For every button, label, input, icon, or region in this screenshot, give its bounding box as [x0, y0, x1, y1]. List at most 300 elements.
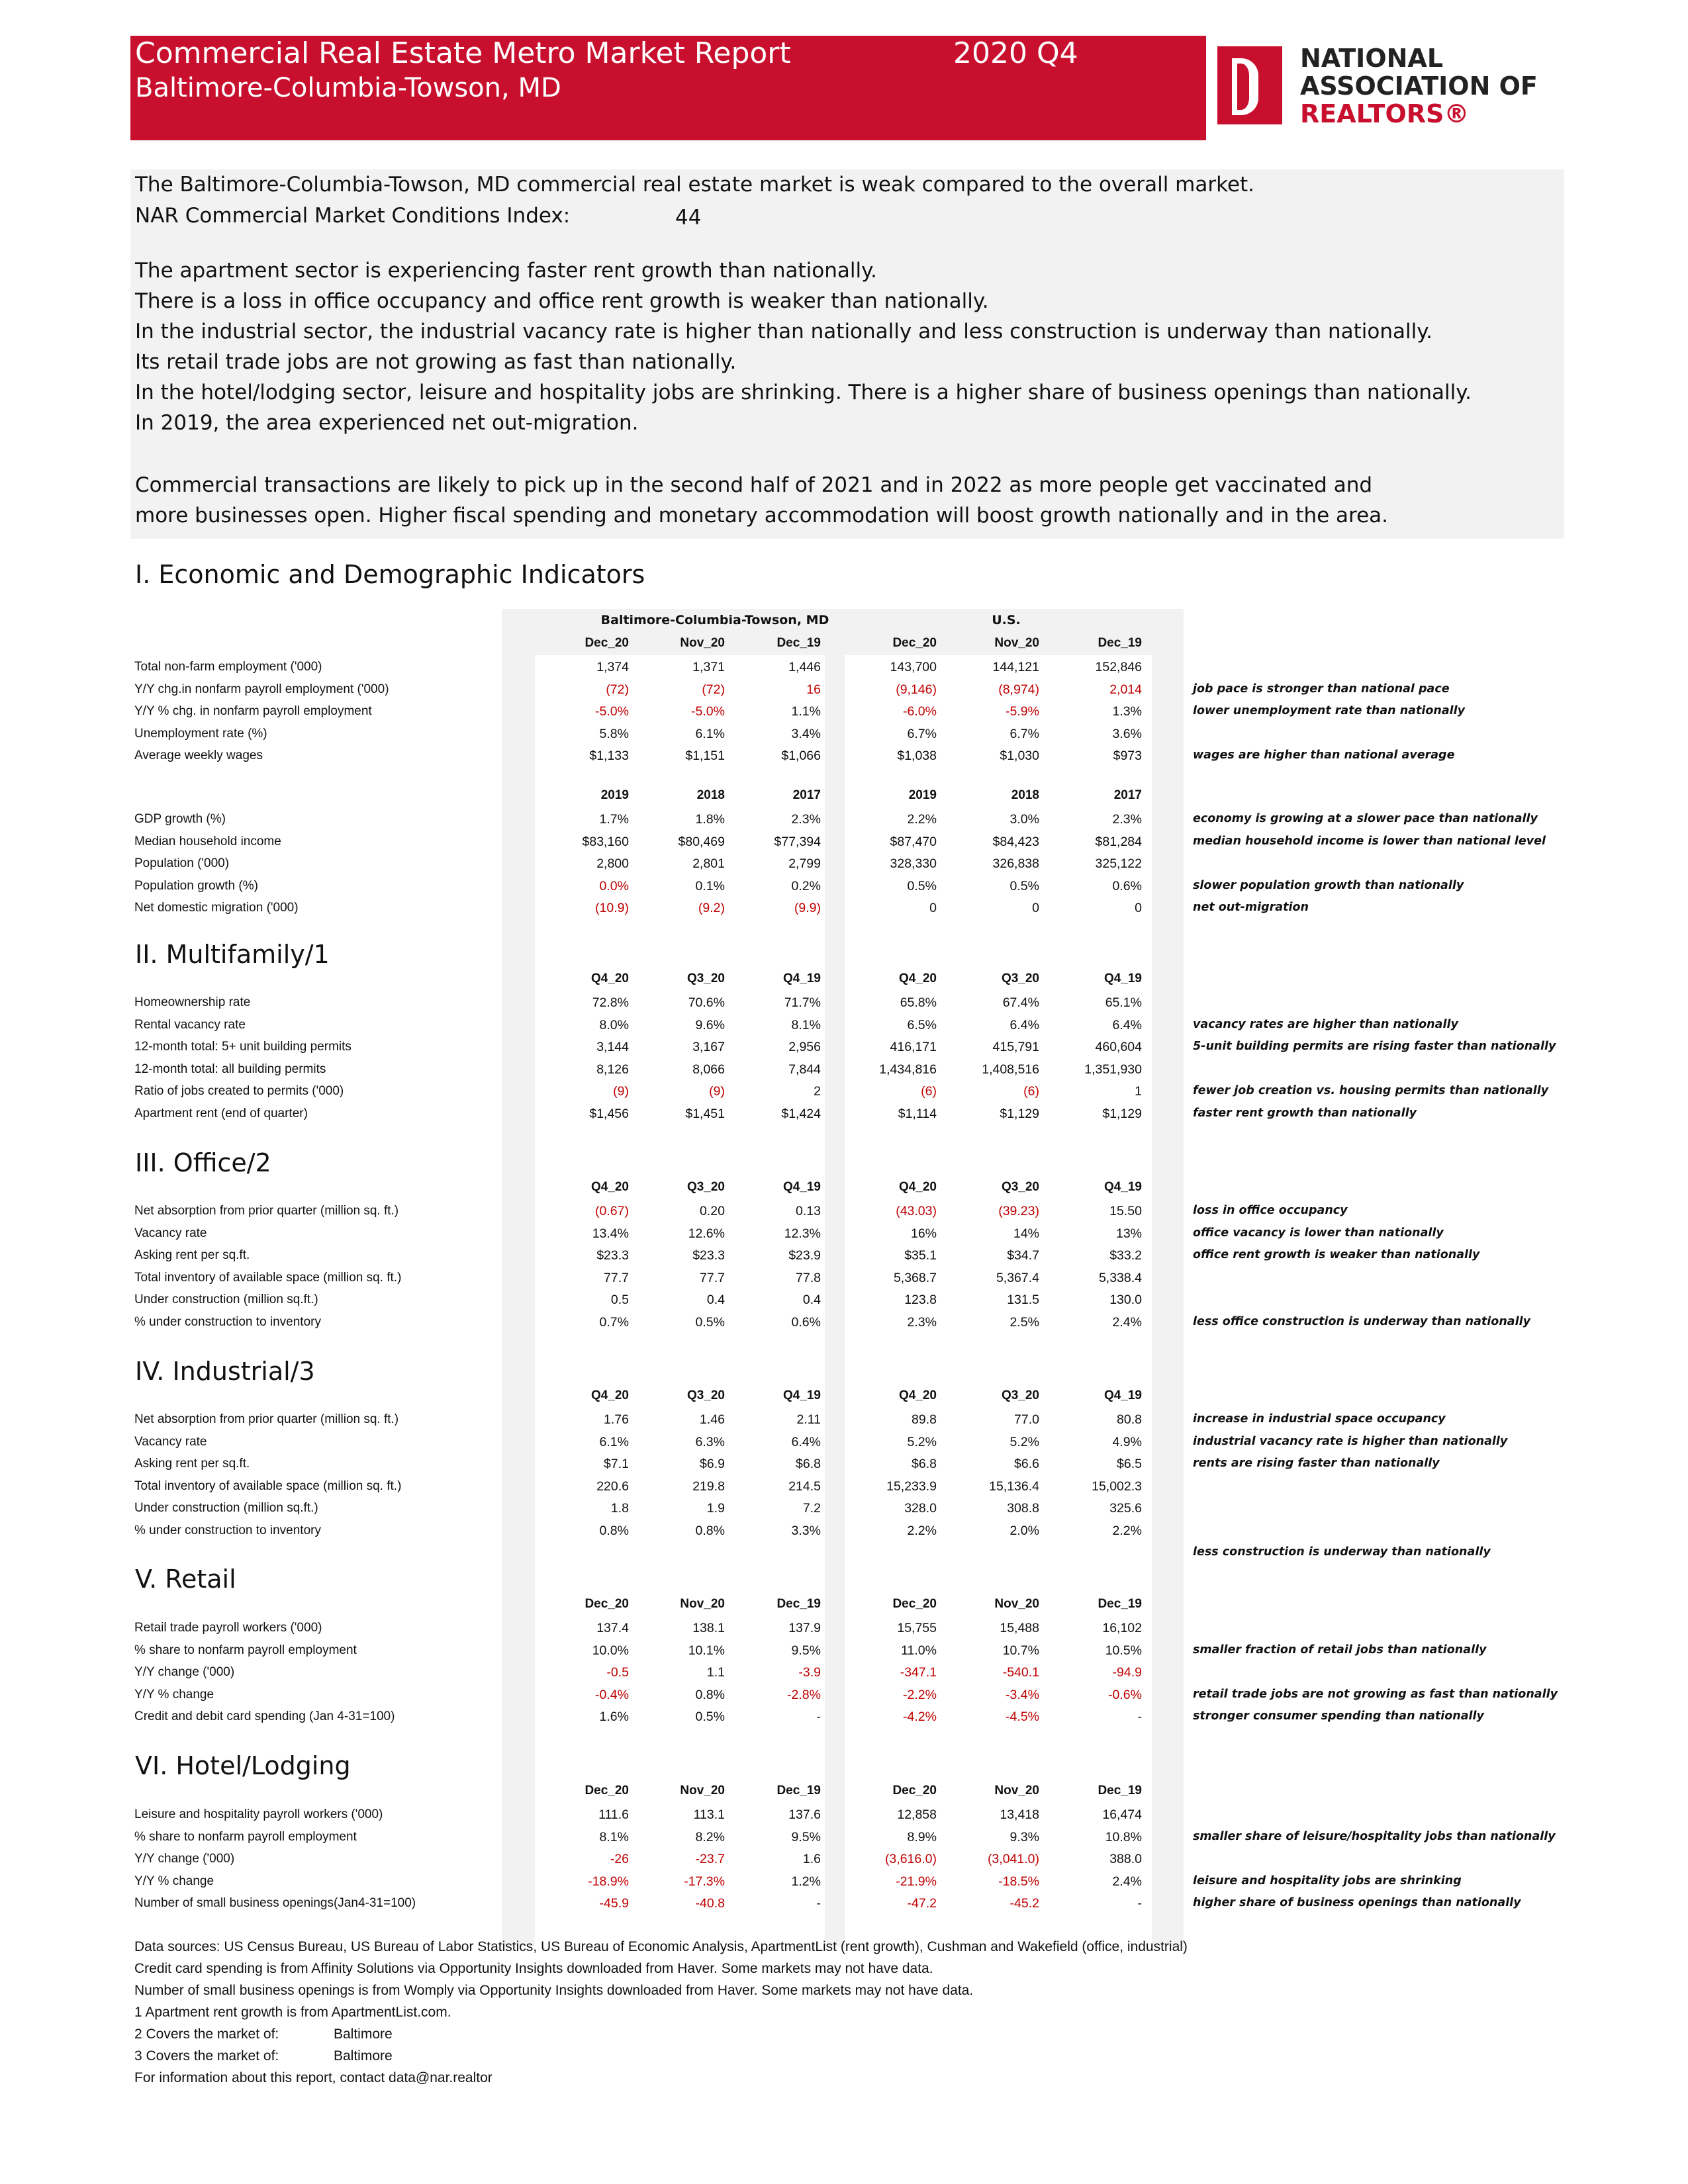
row-label: Y/Y % change	[134, 1687, 214, 1702]
table-cell: 71.7%	[784, 995, 821, 1010]
table-cell: 2.3%	[1112, 812, 1142, 827]
footer-note: 1 Apartment rent growth is from ApartmentList.com.	[134, 2005, 451, 2020]
column-header: Nov_20	[994, 1784, 1039, 1797]
table-cell: 9.5%	[791, 1829, 821, 1844]
table-cell: 2,800	[596, 856, 629, 871]
summary-line: The Baltimore-Columbia-Towson, MD commercial real estate market is weak compared to the overall market.	[135, 173, 1255, 197]
table-cell: $1,133	[589, 749, 629, 763]
table-cell: 6.1%	[599, 1434, 629, 1449]
column-header: Nov_20	[994, 636, 1039, 650]
table-cell: 0.5%	[695, 1314, 725, 1330]
row-label: Y/Y % chg. in nonfarm payroll employment	[134, 704, 372, 718]
table-cell: 9.3%	[1009, 1829, 1039, 1844]
row-label: % share to nonfarm payroll employment	[134, 1643, 357, 1657]
table-cell: $1,151	[685, 749, 725, 763]
table-cell: 1.8	[610, 1501, 629, 1516]
table-cell: -0.6%	[1108, 1687, 1142, 1702]
table-cell: -45.9	[599, 1896, 629, 1911]
footer-contact: For information about this report, contact data@nar.realtor	[134, 2070, 492, 2085]
row-label: Net domestic migration ('000)	[134, 901, 299, 915]
table-cell: (9,146)	[896, 682, 937, 697]
row-annotation: smaller share of leisure/hospitality jobs than nationally	[1193, 1829, 1556, 1843]
table-cell: 1,434,816	[879, 1062, 937, 1077]
table-cell: $87,470	[890, 834, 937, 849]
column-header: Dec_19	[1098, 1784, 1142, 1797]
table-cell: 16	[806, 682, 821, 697]
table-cell: -18.9%	[588, 1874, 629, 1889]
table-cell: 0.0%	[599, 878, 629, 893]
table-cell: 0.2%	[791, 878, 821, 893]
table-cell: 8.9%	[907, 1829, 937, 1844]
table-cell: 11.0%	[901, 1643, 937, 1658]
table-cell: $1,129	[1000, 1106, 1039, 1121]
table-cell: 1.1	[706, 1665, 725, 1680]
column-header: 2019	[908, 788, 937, 802]
row-label: Credit and debit card spending (Jan 4-31=100)	[134, 1709, 395, 1723]
table-cell: -17.3%	[684, 1874, 725, 1889]
table-cell: 0.8%	[695, 1523, 725, 1538]
section-title: II. Multifamily/1	[135, 940, 330, 969]
table-cell: 152,846	[1095, 660, 1142, 674]
table-cell: 15.50	[1109, 1204, 1142, 1218]
table-cell: $77,394	[774, 834, 821, 849]
footer-note-value: Baltimore	[334, 2026, 393, 2042]
table-cell: 77.8	[796, 1270, 821, 1285]
footer-sources: Data sources: US Census Bureau, US Bureau of Labor Statistics, US Bureau of Economic Analysis, ApartmentList (rent growth), Cushman and Wakefield (office, industrial)	[134, 1939, 1188, 1954]
row-label: Ratio of jobs created to permits ('000)	[134, 1084, 344, 1098]
row-label: Unemployment rate (%)	[134, 726, 267, 741]
table-cell: 6.4%	[791, 1434, 821, 1449]
table-cell: 214.5	[788, 1479, 821, 1494]
metro-name: Baltimore-Columbia-Towson, MD	[135, 73, 561, 103]
table-cell: (9)	[709, 1084, 725, 1099]
row-label: Y/Y change ('000)	[134, 1665, 235, 1679]
table-cell: 80.8	[1117, 1412, 1142, 1427]
column-header: Q4_19	[1103, 1180, 1142, 1194]
table-cell: -4.5%	[1006, 1709, 1039, 1724]
row-label: Retail trade payroll workers ('000)	[134, 1621, 322, 1635]
table-cell: 1.9	[706, 1501, 725, 1516]
table-cell: 1.6%	[599, 1709, 629, 1724]
column-header: Dec_20	[585, 636, 629, 650]
table-cell: -0.5	[606, 1665, 629, 1680]
row-label: Asking rent per sq.ft.	[134, 1457, 250, 1471]
table-cell: 3,144	[596, 1040, 629, 1054]
table-cell: 10.8%	[1105, 1829, 1142, 1844]
table-cell: 9.5%	[791, 1643, 821, 1658]
table-cell: 6.5%	[907, 1017, 937, 1032]
column-header: Q3_20	[686, 1388, 725, 1402]
table-cell: 2.3%	[791, 812, 821, 827]
table-cell: 10.7%	[1002, 1643, 1039, 1658]
section-title: I. Economic and Demographic Indicators	[135, 560, 645, 589]
table-cell: 1.46	[700, 1412, 725, 1427]
table-cell: 2.11	[796, 1412, 821, 1427]
table-cell: $35.1	[904, 1248, 937, 1263]
table-cell: 89.8	[912, 1412, 937, 1427]
table-cell: 0.1%	[695, 878, 725, 893]
table-cell: (43.03)	[896, 1204, 937, 1218]
column-header: Nov_20	[680, 636, 725, 650]
table-cell: 8.0%	[599, 1017, 629, 1032]
row-annotation: economy is growing at a slower pace than nationally	[1193, 812, 1538, 825]
column-header: 2019	[600, 788, 629, 802]
table-cell: 0.5%	[907, 878, 937, 893]
table-cell: -26	[610, 1852, 629, 1866]
column-header: Nov_20	[680, 1784, 725, 1797]
row-label: Under construction (million sq.ft.)	[134, 1501, 318, 1515]
logo-line-3: REALTORS®	[1300, 99, 1470, 128]
column-header: 2018	[1011, 788, 1039, 802]
table-cell: 15,488	[1000, 1621, 1039, 1635]
table-cell: -	[816, 1709, 821, 1724]
row-label: Homeownership rate	[134, 995, 251, 1009]
row-annotation: office vacancy is lower than nationally	[1193, 1226, 1444, 1240]
table-cell: 1,371	[692, 660, 725, 674]
table-cell: 8.1%	[599, 1829, 629, 1844]
table-cell: 2,801	[692, 856, 725, 871]
row-label: Total inventory of available space (million sq. ft.)	[134, 1479, 402, 1493]
summary-line: In 2019, the area experienced net out-migration.	[135, 411, 639, 435]
row-annotation: higher share of business openings than nationally	[1193, 1896, 1521, 1909]
column-header: Q4_19	[1103, 1388, 1142, 1402]
table-cell: 123.8	[904, 1293, 937, 1307]
table-cell: 308.8	[1007, 1501, 1039, 1516]
table-cell: 5.2%	[907, 1434, 937, 1449]
row-label: Population ('000)	[134, 856, 230, 870]
table-cell: -94.9	[1112, 1665, 1142, 1680]
table-shade-right	[1152, 609, 1184, 1946]
table-cell: 113.1	[693, 1807, 725, 1822]
row-annotation: slower population growth than nationally	[1193, 878, 1464, 892]
row-label: Y/Y chg.in nonfarm payroll employment ('000)	[134, 682, 389, 696]
table-cell: 416,171	[890, 1040, 937, 1054]
table-cell: $1,456	[589, 1106, 629, 1121]
table-cell: 6.3%	[695, 1434, 725, 1449]
table-cell: $6.8	[912, 1457, 937, 1471]
row-label: Under construction (million sq.ft.)	[134, 1293, 318, 1306]
summary-line: Commercial transactions are likely to pick up in the second half of 2021 and in 2022 as more people get vaccinated and	[135, 473, 1373, 497]
table-cell: -23.7	[695, 1852, 725, 1866]
footer-note-value: Baltimore	[334, 2048, 393, 2064]
row-annotation: job pace is stronger than national pace	[1193, 682, 1450, 696]
row-annotation: lower unemployment rate than nationally	[1193, 704, 1466, 717]
table-cell: 2.4%	[1112, 1314, 1142, 1330]
column-header: Q3_20	[1001, 1388, 1039, 1402]
table-cell: 3.6%	[1112, 726, 1142, 741]
us-group-header: U.S.	[992, 613, 1021, 627]
column-header: Dec_20	[892, 636, 937, 650]
table-cell: $1,114	[898, 1106, 937, 1121]
row-label: Leisure and hospitality payroll workers ('000)	[134, 1807, 383, 1821]
table-cell: -	[1137, 1709, 1142, 1724]
summary-line: In the hotel/lodging sector, leisure and hospitality jobs are shrinking. There is a higher share of business openings than nationally.	[135, 381, 1472, 404]
column-header: Q4_20	[898, 972, 937, 985]
table-cell: -	[816, 1896, 821, 1911]
column-header: Q4_19	[1103, 972, 1142, 985]
table-cell: 0.13	[796, 1204, 821, 1218]
row-label: Apartment rent (end of quarter)	[134, 1106, 308, 1120]
table-cell: 0.7%	[599, 1314, 629, 1330]
row-label: Average weekly wages	[134, 749, 263, 762]
table-cell: $1,129	[1102, 1106, 1142, 1121]
table-cell: 0.5%	[695, 1709, 725, 1724]
table-cell: 0.6%	[1112, 878, 1142, 893]
row-label: GDP growth (%)	[134, 812, 226, 826]
column-header: Dec_20	[892, 1597, 937, 1611]
row-annotation: wages are higher than national average	[1193, 749, 1455, 762]
footer-note: Number of small business openings is from Womply via Opportunity Insights downloaded from Haver. Some markets may not have data.	[134, 1983, 974, 1998]
row-label: Y/Y % change	[134, 1874, 214, 1888]
table-cell: 15,002.3	[1092, 1479, 1142, 1494]
table-cell: 138.1	[692, 1621, 725, 1635]
table-cell: 2.2%	[907, 812, 937, 827]
summary-line: more businesses open. Higher fiscal spending and monetary accommodation will boost growth nationally and in the area.	[135, 504, 1388, 527]
table-cell: 13,418	[1000, 1807, 1039, 1822]
row-label: Y/Y change ('000)	[134, 1852, 235, 1866]
table-cell: -2.8%	[787, 1687, 821, 1702]
row-label: Asking rent per sq.ft.	[134, 1248, 250, 1262]
table-cell: -47.2	[907, 1896, 937, 1911]
column-header: 2017	[792, 788, 821, 802]
row-annotation: net out-migration	[1193, 901, 1309, 914]
row-label: Vacancy rate	[134, 1226, 207, 1240]
summary-line: The apartment sector is experiencing faster rent growth than nationally.	[135, 259, 877, 283]
table-cell: 0.8%	[695, 1687, 725, 1702]
column-header: Dec_20	[585, 1597, 629, 1611]
table-cell: -0.4%	[595, 1687, 629, 1702]
row-annotation: faster rent growth than nationally	[1193, 1106, 1417, 1120]
table-cell: $1,066	[781, 749, 821, 763]
row-annotation: vacancy rates are higher than nationally	[1193, 1017, 1458, 1031]
column-header: Q4_20	[898, 1388, 937, 1402]
table-cell: $23.3	[596, 1248, 629, 1263]
column-header: Dec_20	[585, 1784, 629, 1797]
table-cell: 0	[929, 901, 937, 915]
column-header: Nov_20	[680, 1597, 725, 1611]
table-cell: 0.4	[802, 1293, 821, 1307]
table-cell: 5.2%	[1009, 1434, 1039, 1449]
table-cell: (9.9)	[794, 901, 821, 915]
row-annotation: leisure and hospitality jobs are shrinking	[1193, 1874, 1462, 1888]
table-cell: 72.8%	[592, 995, 629, 1010]
table-cell: 8.2%	[695, 1829, 725, 1844]
table-cell: 6.4%	[1112, 1017, 1142, 1032]
table-cell: $1,451	[685, 1106, 725, 1121]
table-cell: -540.1	[1002, 1665, 1039, 1680]
table-cell: 10.1%	[688, 1643, 725, 1658]
row-label: % under construction to inventory	[134, 1314, 321, 1329]
row-label: Vacancy rate	[134, 1434, 207, 1449]
table-cell: -40.8	[695, 1896, 725, 1911]
table-cell: 415,791	[992, 1040, 1039, 1054]
row-label: Median household income	[134, 834, 281, 848]
row-annotation: retail trade jobs are not growing as fast than nationally	[1193, 1687, 1558, 1701]
column-header: Q3_20	[686, 972, 725, 985]
table-cell: -347.1	[900, 1665, 937, 1680]
table-cell: 14%	[1013, 1226, 1039, 1241]
table-cell: (39.23)	[998, 1204, 1039, 1218]
table-cell: 12.3%	[784, 1226, 821, 1241]
column-header: Q4_20	[590, 1388, 629, 1402]
table-cell: 10.5%	[1105, 1643, 1142, 1658]
metro-group-header: Baltimore-Columbia-Towson, MD	[600, 613, 829, 627]
row-annotation: 5-unit building permits are rising faster than nationally	[1193, 1040, 1556, 1053]
row-annotation: less construction is underway than nationally	[1193, 1545, 1491, 1559]
table-cell: 15,136.4	[989, 1479, 1039, 1494]
table-cell: $80,469	[678, 834, 725, 849]
row-annotation: smaller fraction of retail jobs than nationally	[1193, 1643, 1487, 1657]
row-annotation: increase in industrial space occupancy	[1193, 1412, 1446, 1426]
row-label: Total non-farm employment ('000)	[134, 660, 322, 674]
table-cell: 8,066	[692, 1062, 725, 1077]
table-cell: -3.9	[798, 1665, 821, 1680]
table-cell: (6)	[921, 1084, 937, 1099]
table-cell: 326,838	[992, 856, 1039, 871]
column-header: Dec_19	[776, 1597, 821, 1611]
column-header: Nov_20	[994, 1597, 1039, 1611]
table-cell: 13%	[1115, 1226, 1142, 1241]
table-cell: (3,616.0)	[884, 1852, 937, 1866]
table-cell: 16%	[910, 1226, 937, 1241]
table-cell: $1,030	[1000, 749, 1039, 763]
logo-line-1: NATIONAL	[1300, 44, 1444, 73]
table-cell: 5,338.4	[1098, 1270, 1142, 1285]
column-header: Q3_20	[686, 1180, 725, 1194]
realtor-r-icon	[1217, 46, 1282, 124]
table-cell: 6.7%	[1009, 726, 1039, 741]
table-cell: 0	[1032, 901, 1039, 915]
summary-line: NAR Commercial Market Conditions Index:	[135, 204, 571, 228]
table-cell: 131.5	[1007, 1293, 1039, 1307]
table-cell: 15,755	[897, 1621, 937, 1635]
table-cell: (3,041.0)	[987, 1852, 1039, 1866]
table-cell: 4.9%	[1112, 1434, 1142, 1449]
column-header: Dec_20	[892, 1784, 937, 1797]
column-header: Q3_20	[1001, 1180, 1039, 1194]
table-cell: 0.5	[610, 1293, 629, 1307]
column-header: Dec_19	[1098, 1597, 1142, 1611]
table-cell: $973	[1113, 749, 1142, 763]
table-cell: -	[1137, 1896, 1142, 1911]
nar-logo	[1206, 36, 1550, 148]
table-cell: 0.5%	[1009, 878, 1039, 893]
table-cell: 77.7	[700, 1270, 725, 1285]
table-cell: 388.0	[1109, 1852, 1142, 1866]
table-cell: 1,408,516	[982, 1062, 1039, 1077]
table-cell: 111.6	[598, 1807, 629, 1822]
table-cell: $23.3	[692, 1248, 725, 1263]
table-cell: -21.9%	[896, 1874, 937, 1889]
table-cell: 143,700	[890, 660, 937, 674]
table-cell: 2.5%	[1009, 1314, 1039, 1330]
section-title: VI. Hotel/Lodging	[135, 1751, 351, 1780]
table-cell: $34.7	[1007, 1248, 1039, 1263]
table-cell: (9.2)	[698, 901, 725, 915]
table-cell: 13.4%	[592, 1226, 629, 1241]
table-cell: 1.7%	[599, 812, 629, 827]
table-cell: 1.76	[604, 1412, 629, 1427]
table-cell: 137.4	[596, 1621, 629, 1635]
table-cell: 2.2%	[907, 1523, 937, 1538]
table-cell: $83,160	[582, 834, 629, 849]
table-cell: 137.9	[788, 1621, 821, 1635]
table-cell: $1,424	[781, 1106, 821, 1121]
table-cell: 130.0	[1109, 1293, 1142, 1307]
report-title: Commercial Real Estate Metro Market Report	[135, 36, 791, 70]
logo-line-2: ASSOCIATION OF	[1300, 71, 1538, 101]
table-cell: 12.6%	[688, 1226, 725, 1241]
table-cell: $81,284	[1095, 834, 1142, 849]
footer-note: Credit card spending is from Affinity Solutions via Opportunity Insights downloaded from Haver. Some markets may not have data.	[134, 1961, 933, 1976]
table-cell: 328,330	[890, 856, 937, 871]
column-header: Q4_19	[782, 1180, 821, 1194]
table-cell: 1.8%	[695, 812, 725, 827]
table-cell: $6.9	[700, 1457, 725, 1471]
table-cell: 2.4%	[1112, 1874, 1142, 1889]
row-annotation: stronger consumer spending than nationally	[1193, 1709, 1484, 1723]
table-cell: (0.67)	[595, 1204, 629, 1218]
table-cell: 3.4%	[791, 726, 821, 741]
table-cell: 2	[814, 1084, 821, 1099]
column-header: Dec_19	[1098, 636, 1142, 650]
summary-line: In the industrial sector, the industrial vacancy rate is higher than nationally and less construction is underway than nationally.	[135, 320, 1433, 343]
column-header: Q4_19	[782, 1388, 821, 1402]
market-index-value: 44	[675, 206, 702, 230]
table-cell: (72)	[702, 682, 725, 697]
table-cell: 65.1%	[1105, 995, 1142, 1010]
table-cell: 3.0%	[1009, 812, 1039, 827]
row-label: % share to nonfarm payroll employment	[134, 1829, 357, 1844]
row-label: Rental vacancy rate	[134, 1017, 246, 1032]
table-cell: 325.6	[1109, 1501, 1142, 1516]
table-cell: 5.8%	[599, 726, 629, 741]
table-cell: 16,474	[1102, 1807, 1142, 1822]
table-cell: -4.2%	[903, 1709, 937, 1724]
table-cell: 1,351,930	[1084, 1062, 1142, 1077]
table-cell: $23.9	[788, 1248, 821, 1263]
table-cell: 7,844	[788, 1062, 821, 1077]
table-cell: 8.1%	[791, 1017, 821, 1032]
row-annotation: loss in office occupancy	[1193, 1204, 1348, 1217]
table-cell: 77.0	[1014, 1412, 1039, 1427]
table-cell: 220.6	[596, 1479, 629, 1494]
table-cell: (9)	[613, 1084, 629, 1099]
table-cell: 15,233.9	[886, 1479, 937, 1494]
table-cell: 2,014	[1109, 682, 1142, 697]
column-header: Q3_20	[1001, 972, 1039, 985]
table-cell: 144,121	[992, 660, 1039, 674]
table-cell: -18.5%	[998, 1874, 1039, 1889]
row-label: Total inventory of available space (million sq. ft.)	[134, 1270, 402, 1285]
summary-line: There is a loss in office occupancy and office rent growth is weaker than nationally.	[135, 289, 989, 313]
table-cell: $6.5	[1117, 1457, 1142, 1471]
row-annotation: industrial vacancy rate is higher than nationally	[1193, 1434, 1508, 1448]
table-cell: (6)	[1023, 1084, 1039, 1099]
column-header: Q4_20	[898, 1180, 937, 1194]
table-cell: 2,956	[788, 1040, 821, 1054]
table-cell: 2,799	[788, 856, 821, 871]
table-cell: 5,367.4	[996, 1270, 1039, 1285]
row-label: Net absorption from prior quarter (million sq. ft.)	[134, 1412, 399, 1426]
section-title: V. Retail	[135, 1565, 236, 1594]
table-cell: 70.6%	[688, 995, 725, 1010]
row-label: % under construction to inventory	[134, 1523, 321, 1537]
table-cell: 6.7%	[907, 726, 937, 741]
column-header: Dec_19	[776, 1784, 821, 1797]
table-cell: (10.9)	[595, 901, 629, 915]
column-header: 2017	[1113, 788, 1142, 802]
